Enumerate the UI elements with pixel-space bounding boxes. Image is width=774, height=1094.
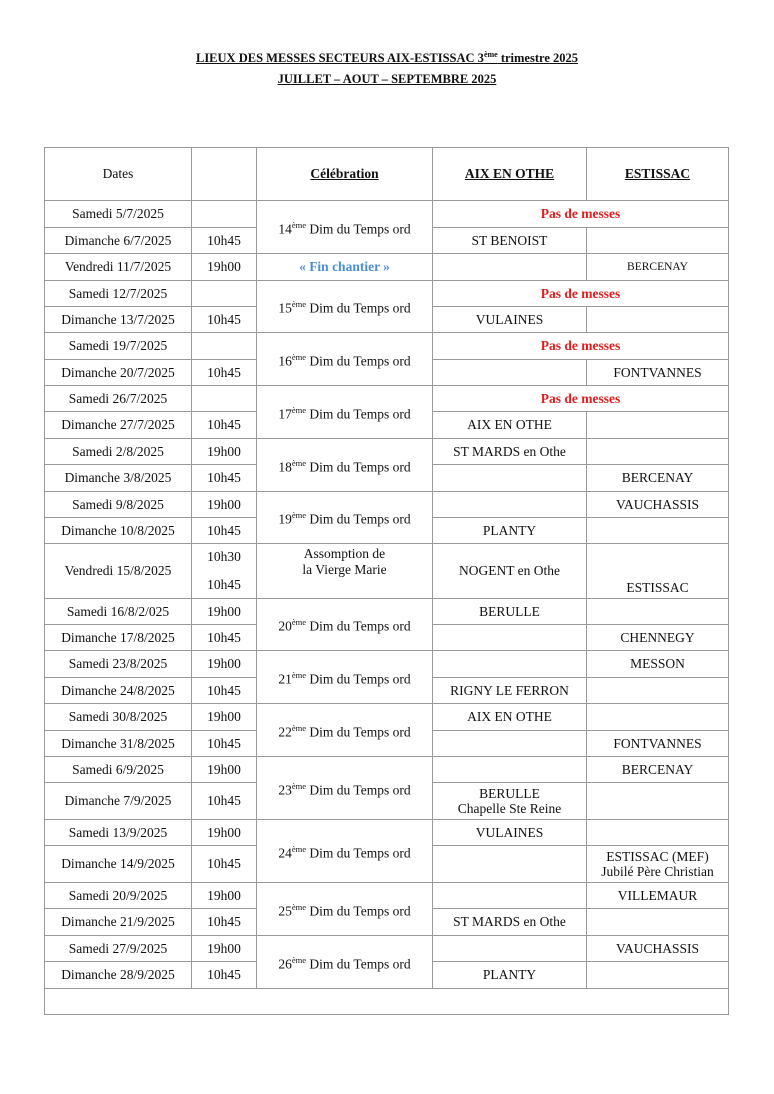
time-cell: 10h45 xyxy=(192,228,257,254)
date-cell: Dimanche 3/8/2025 xyxy=(45,465,192,492)
date-cell: Dimanche 28/9/2025 xyxy=(45,962,192,989)
title-sup: ème xyxy=(483,49,498,59)
time-cell: 19h00 xyxy=(192,757,257,783)
date-cell: Samedi 19/7/2025 xyxy=(45,333,192,360)
table-row xyxy=(45,281,729,307)
estissac-location xyxy=(587,228,729,254)
date-cell: Dimanche 7/9/2025 xyxy=(45,783,192,820)
time-cell: 10h45 xyxy=(192,783,257,820)
table-row xyxy=(45,820,729,846)
time-cell: 10h45 xyxy=(192,731,257,757)
estissac-location: MESSON xyxy=(587,651,729,678)
date-cell: Samedi 16/8/2/025 xyxy=(45,599,192,625)
aix-location: RIGNY LE FERRON xyxy=(433,678,587,704)
celebration-cell: 20ème Dim du Temps ord xyxy=(257,599,433,651)
col-dates: Dates xyxy=(45,148,192,201)
fin-chantier-cell: « Fin chantier » xyxy=(257,254,433,281)
table-row xyxy=(45,704,729,731)
date-cell: Dimanche 20/7/2025 xyxy=(45,360,192,386)
date-cell: Dimanche 21/9/2025 xyxy=(45,909,192,936)
aix-location: PLANTY xyxy=(433,962,587,989)
time-cell xyxy=(192,281,257,307)
date-cell: Samedi 20/9/2025 xyxy=(45,883,192,909)
aix-location xyxy=(433,465,587,492)
time-cell: 19h00 xyxy=(192,704,257,731)
header-row xyxy=(45,148,729,201)
aix-location xyxy=(433,492,587,518)
document-title xyxy=(0,51,774,66)
time-cell: 10h45 xyxy=(192,962,257,989)
time-cell: 10h45 xyxy=(192,360,257,386)
no-mass-cell: Pas de messes xyxy=(433,333,729,360)
time-cell xyxy=(192,201,257,228)
time-cell: 10h45 xyxy=(192,518,257,544)
estissac-location xyxy=(587,518,729,544)
date-cell: Dimanche 27/7/2025 xyxy=(45,412,192,439)
estissac-location: VAUCHASSIS xyxy=(587,492,729,518)
celebration-cell: 22ème Dim du Temps ord xyxy=(257,704,433,757)
date-cell: Samedi 30/8/2025 xyxy=(45,704,192,731)
time-cell: 10h45 xyxy=(192,846,257,883)
estissac-location: CHENNEGY xyxy=(587,625,729,651)
estissac-location: FONTVANNES xyxy=(587,731,729,757)
table-row xyxy=(45,254,729,281)
time-cell: 19h00 xyxy=(192,599,257,625)
estissac-location: FONTVANNES xyxy=(587,360,729,386)
time-cell xyxy=(192,333,257,360)
table-row xyxy=(45,936,729,962)
aix-location xyxy=(433,360,587,386)
date-cell: Vendredi 15/8/2025 xyxy=(45,544,192,599)
estissac-location: BERCENAY xyxy=(587,254,729,281)
estissac-location xyxy=(587,439,729,465)
table-row xyxy=(45,757,729,783)
date-cell: Samedi 12/7/2025 xyxy=(45,281,192,307)
celebration-cell: 18ème Dim du Temps ord xyxy=(257,439,433,492)
time-cell: 10h30 10h45 xyxy=(192,544,257,599)
aix-location xyxy=(433,651,587,678)
col-aix: AIX EN OTHE xyxy=(433,148,587,201)
table-row xyxy=(45,386,729,412)
time-cell: 10h45 xyxy=(192,412,257,439)
celebration-cell: 14ème Dim du Temps ord xyxy=(257,201,433,254)
mass-schedule-table xyxy=(44,147,729,1015)
date-cell: Samedi 13/9/2025 xyxy=(45,820,192,846)
time-cell: 10h45 xyxy=(192,307,257,333)
aix-location: PLANTY xyxy=(433,518,587,544)
date-cell: Samedi 23/8/2025 xyxy=(45,651,192,678)
time-cell: 19h00 xyxy=(192,651,257,678)
table-row xyxy=(45,544,729,599)
celebration-cell: 24ème Dim du Temps ord xyxy=(257,820,433,883)
aix-location: BERULLE Chapelle Ste Reine xyxy=(433,783,587,820)
table-row xyxy=(45,883,729,909)
time-cell: 19h00 xyxy=(192,492,257,518)
time-cell: 19h00 xyxy=(192,820,257,846)
col-time xyxy=(192,148,257,201)
celebration-cell: Assomption de la Vierge Marie xyxy=(257,544,433,599)
celebration-cell: 23ème Dim du Temps ord xyxy=(257,757,433,820)
celebration-cell: 21ème Dim du Temps ord xyxy=(257,651,433,704)
date-cell: Dimanche 17/8/2025 xyxy=(45,625,192,651)
time-cell: 10h45 xyxy=(192,909,257,936)
celebration-cell: 16ème Dim du Temps ord xyxy=(257,333,433,386)
date-cell: Samedi 27/9/2025 xyxy=(45,936,192,962)
date-cell: Samedi 5/7/2025 xyxy=(45,201,192,228)
estissac-location xyxy=(587,909,729,936)
celebration-cell: 17ème Dim du Temps ord xyxy=(257,386,433,439)
date-cell: Samedi 6/9/2025 xyxy=(45,757,192,783)
date-cell: Vendredi 11/7/2025 xyxy=(45,254,192,281)
no-mass-cell: Pas de messes xyxy=(433,281,729,307)
no-mass-cell: Pas de messes xyxy=(433,201,729,228)
estissac-location xyxy=(587,678,729,704)
no-mass-cell: Pas de messes xyxy=(433,386,729,412)
estissac-location: BERCENAY xyxy=(587,757,729,783)
estissac-location xyxy=(587,820,729,846)
aix-location xyxy=(433,883,587,909)
aix-location xyxy=(433,846,587,883)
title-main: LIEUX DES MESSES SECTEURS AIX-ESTISSAC 3 xyxy=(195,51,484,65)
aix-location: ST MARDS en Othe xyxy=(433,909,587,936)
celebration-cell: 19ème Dim du Temps ord xyxy=(257,492,433,544)
time-cell: 10h45 xyxy=(192,625,257,651)
col-celebration: Célébration xyxy=(257,148,433,201)
date-cell: Samedi 9/8/2025 xyxy=(45,492,192,518)
table-row xyxy=(45,201,729,228)
date-cell: Samedi 26/7/2025 xyxy=(45,386,192,412)
time-cell: 10h45 xyxy=(192,465,257,492)
estissac-location: ESTISSAC (MEF) Jubilé Père Christian xyxy=(587,846,729,883)
estissac-location: BERCENAY xyxy=(587,465,729,492)
date-cell: Dimanche 14/9/2025 xyxy=(45,846,192,883)
celebration-cell: 26ème Dim du Temps ord xyxy=(257,936,433,989)
estissac-location: ESTISSAC xyxy=(587,544,729,599)
estissac-location: VAUCHASSIS xyxy=(587,936,729,962)
aix-location xyxy=(433,936,587,962)
time-cell xyxy=(192,386,257,412)
aix-location: VULAINES xyxy=(433,820,587,846)
celebration-cell: 25ème Dim du Temps ord xyxy=(257,883,433,936)
col-estissac: ESTISSAC xyxy=(587,148,729,201)
time-cell: 19h00 xyxy=(192,883,257,909)
aix-location: AIX EN OTHE xyxy=(433,412,587,439)
aix-location: NOGENT en Othe xyxy=(433,544,587,599)
table-row xyxy=(45,439,729,465)
empty-cell xyxy=(45,989,729,1015)
date-cell: Dimanche 10/8/2025 xyxy=(45,518,192,544)
date-cell: Samedi 2/8/2025 xyxy=(45,439,192,465)
date-cell: Dimanche 31/8/2025 xyxy=(45,731,192,757)
estissac-location xyxy=(587,307,729,333)
date-cell: Dimanche 24/8/2025 xyxy=(45,678,192,704)
estissac-location xyxy=(587,704,729,731)
aix-location xyxy=(433,254,587,281)
aix-location: BERULLE xyxy=(433,599,587,625)
aix-location: VULAINES xyxy=(433,307,587,333)
date-cell: Dimanche 6/7/2025 xyxy=(45,228,192,254)
empty-row xyxy=(45,989,729,1015)
table-row xyxy=(45,492,729,518)
aix-location: ST MARDS en Othe xyxy=(433,439,587,465)
time-cell: 19h00 xyxy=(192,439,257,465)
celebration-cell: 15ème Dim du Temps ord xyxy=(257,281,433,333)
document-subtitle: JUILLET – AOUT – SEPTEMBRE 2025 xyxy=(277,72,497,86)
aix-location: ST BENOIST xyxy=(433,228,587,254)
aix-location xyxy=(433,731,587,757)
estissac-location xyxy=(587,412,729,439)
estissac-location xyxy=(587,962,729,989)
time-cell: 10h45 xyxy=(192,678,257,704)
time-cell: 19h00 xyxy=(192,254,257,281)
title-end: trimestre 2025 xyxy=(497,51,578,65)
table-row xyxy=(45,333,729,360)
aix-location xyxy=(433,625,587,651)
table-row xyxy=(45,599,729,625)
time-cell: 19h00 xyxy=(192,936,257,962)
estissac-location: VILLEMAUR xyxy=(587,883,729,909)
aix-location xyxy=(433,757,587,783)
estissac-location xyxy=(587,599,729,625)
table-row xyxy=(45,651,729,678)
aix-location: AIX EN OTHE xyxy=(433,704,587,731)
estissac-location xyxy=(587,783,729,820)
date-cell: Dimanche 13/7/2025 xyxy=(45,307,192,333)
